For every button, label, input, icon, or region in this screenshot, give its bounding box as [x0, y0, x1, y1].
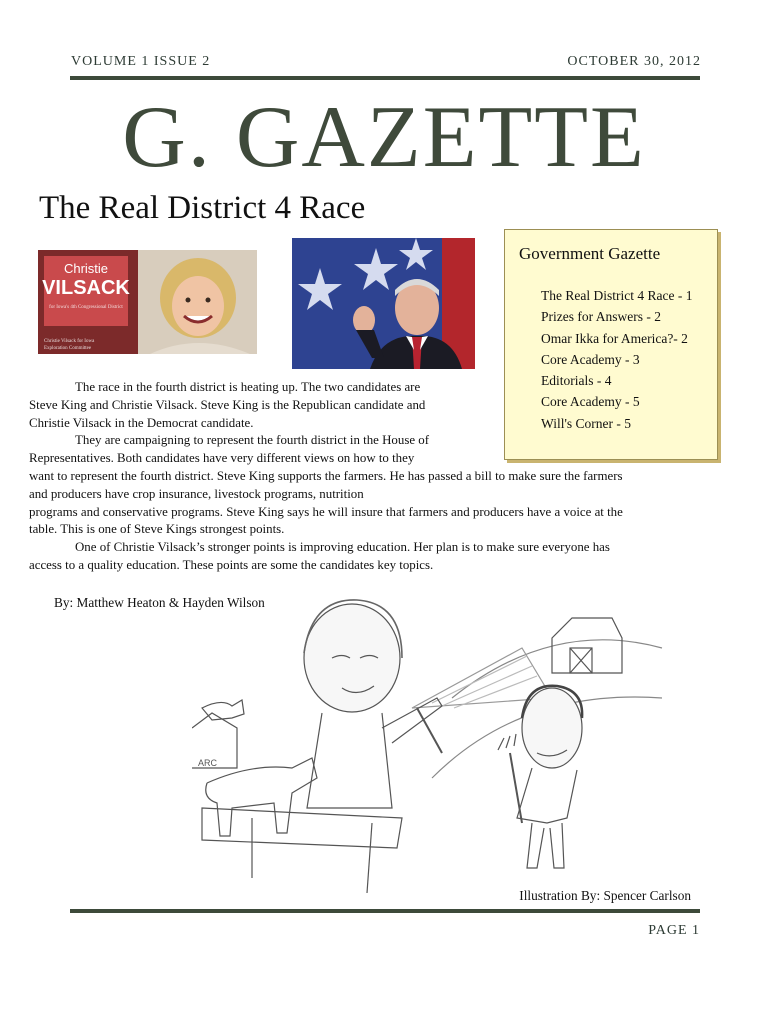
toc-item[interactable]: Core Academy - 3: [541, 351, 640, 367]
top-rule: [70, 76, 700, 80]
article-line: Representatives. Both candidates have very different views on how to they: [29, 451, 415, 466]
sign-first-name: Christie: [63, 261, 109, 276]
article-line: want to represent the fourth district. Steve King supports the farmers. He has passed a bill to make sure the farmers: [29, 468, 623, 483]
article-line: The race in the fourth district is heating up. The two candidates are: [75, 380, 421, 394]
article-line: table. This is one of Steve Kings strongest points.: [29, 522, 285, 537]
toc-item[interactable]: Omar Ikka for America?- 2: [541, 330, 688, 346]
page-number: PAGE 1: [648, 923, 700, 938]
sign-last-name: VILSACK: [42, 277, 130, 299]
toc-item[interactable]: Prizes for Answers - 2: [541, 309, 661, 325]
illustration-credit: Illustration By: Spencer Carlson: [519, 888, 691, 903]
article-byline: By: Matthew Heaton & Hayden Wilson: [54, 595, 265, 610]
bottom-rule: [70, 909, 700, 913]
barn-label: ARC: [198, 758, 218, 768]
article-body: [29, 379, 729, 575]
article-line: Steve King and Christie Vilsack. Steve King is the Republican candidate and: [29, 397, 426, 412]
article-line: One of Christie Vilsack’s stronger points is improving education. Her plan is to make sure everyone has: [75, 540, 610, 555]
article-line: and producers have crop insurance, livestock programs, nutrition: [29, 486, 364, 501]
article-headline: The Real District 4 Race: [39, 190, 366, 226]
article-line: programs and conservative programs. Steve King says he will insure that farmers and producers have a voice at the: [29, 504, 623, 519]
masthead-title: G. GAZETTE: [122, 89, 646, 186]
issue-volume: VOLUME 1 ISSUE 2: [71, 54, 211, 69]
issue-date: OCTOBER 30, 2012: [567, 54, 701, 69]
toc-title: Government Gazette: [519, 244, 661, 263]
vilsack-photo: [38, 250, 257, 354]
toc-item[interactable]: Editorials - 4: [541, 373, 612, 389]
sign-small-1: Christie Vilsack for Iowa: [44, 339, 95, 344]
sign-small-2: Exploration Committee: [44, 346, 92, 351]
campaign-illustration: [192, 578, 672, 898]
toc-item[interactable]: Will's Corner - 5: [541, 415, 631, 431]
article-line: access to a quality education. These points are some the candidates key topics.: [29, 557, 434, 572]
toc-item[interactable]: Core Academy - 5: [541, 394, 640, 410]
article-line: Christie Vilsack in the Democrat candidate.: [29, 415, 254, 430]
king-photo: [292, 238, 475, 369]
sign-subtitle: for Iowa's 4th Congressional District: [49, 305, 123, 310]
toc-item[interactable]: The Real District 4 Race - 1: [541, 288, 693, 303]
article-line: They are campaigning to represent the fourth district in the House of: [75, 433, 430, 448]
